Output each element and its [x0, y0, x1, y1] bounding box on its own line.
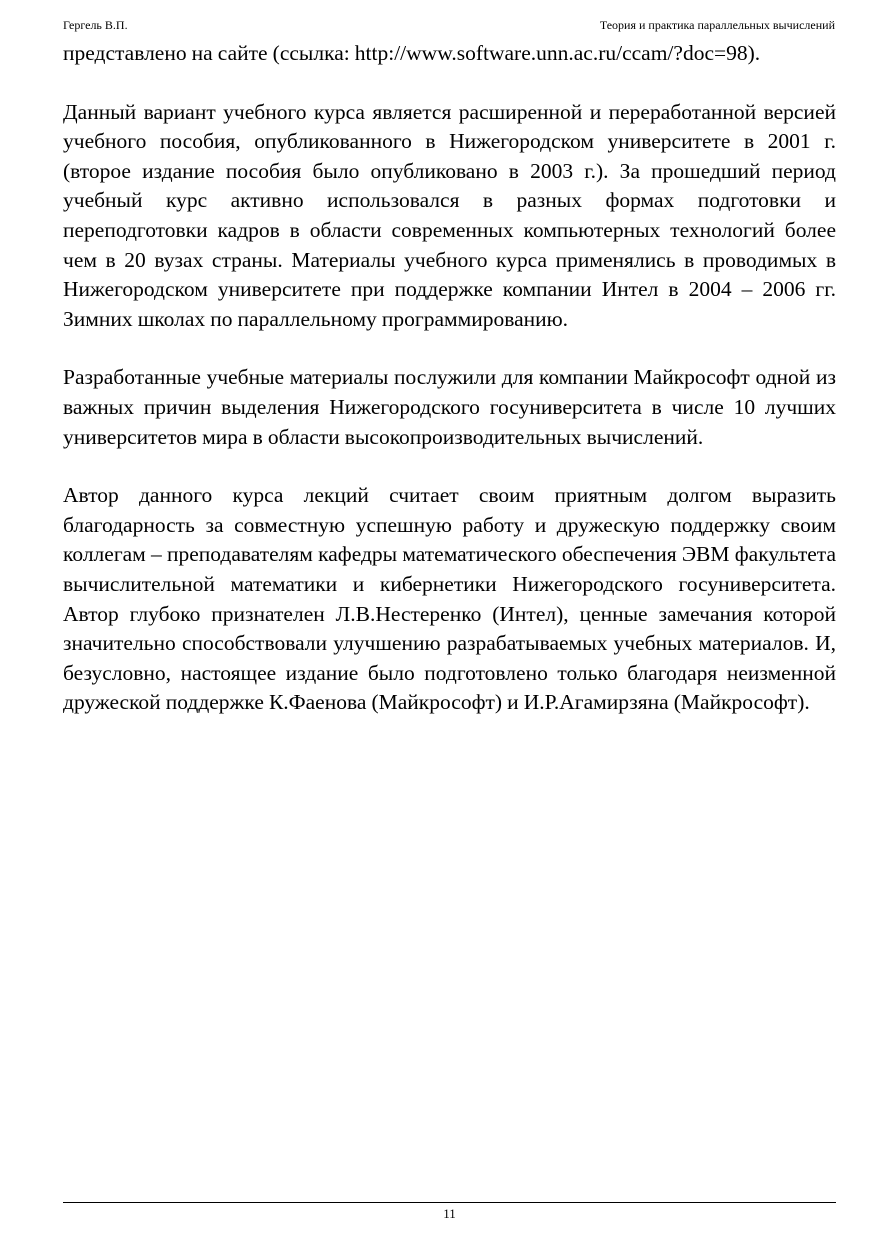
- page-header: [63, 17, 835, 33]
- paragraph-acknowledgements: Автор данного курса лекций считает своим приятным долгом выразить благодарность за совместную успешную работу и дружескую поддержку своим коллегам – преподавателям кафедры математического обеспечения ЭВМ факультета вычислительной математики и кибернетики Нижегородского госуниверситета. Автор глубоко признателен Л.В.Нестеренко (Интел), ценные замечания которой значительно способствовали улучшению разрабатываемых учебных материалов. И, безусловно, настоящее издание было подготовлено только благодаря неизменной дружеской поддержке К.Фаенова (Майкрософт) и И.Р.Агамирзяна (Майкрософт).: [63, 483, 836, 715]
- footer-divider: [63, 1202, 836, 1203]
- page-body: [63, 39, 836, 747]
- header-author: Гергель В.П.: [63, 18, 128, 32]
- paragraph-microsoft-recognition: Разработанные учебные материалы послужили для компании Майкрософт одной из важных причин выделения Нижегородского госуниверситета в числе 10 лучших университетов мира в области высокопроизводительных вычислений.: [63, 365, 836, 449]
- header-book-title: Теория и практика параллельных вычислений: [599, 18, 835, 32]
- paragraph-course-history: Данный вариант учебного курса является расширенной и переработанной версией учебного пособия, опубликованного в Нижегородском университете в 2001 г. (второе издание пособия было опубликовано в 2003 г.). За прошедший период учебный курс активно использовался в разных формах подготовки и переподготовки кадров в области современных компьютерных технологий более чем в 20 вузах страны. Материалы учебного курса применялись в проводимых в Нижегородском университете при поддержке компании Интел в 2004 – 2006 гг. Зимних школах по параллельному программированию.: [63, 99, 836, 331]
- page-number: 11: [443, 1206, 456, 1221]
- paragraph-continuation: представлено на сайте (ссылка: http://www.software.unn.ac.ru/ccam/?doc=98).: [63, 41, 761, 65]
